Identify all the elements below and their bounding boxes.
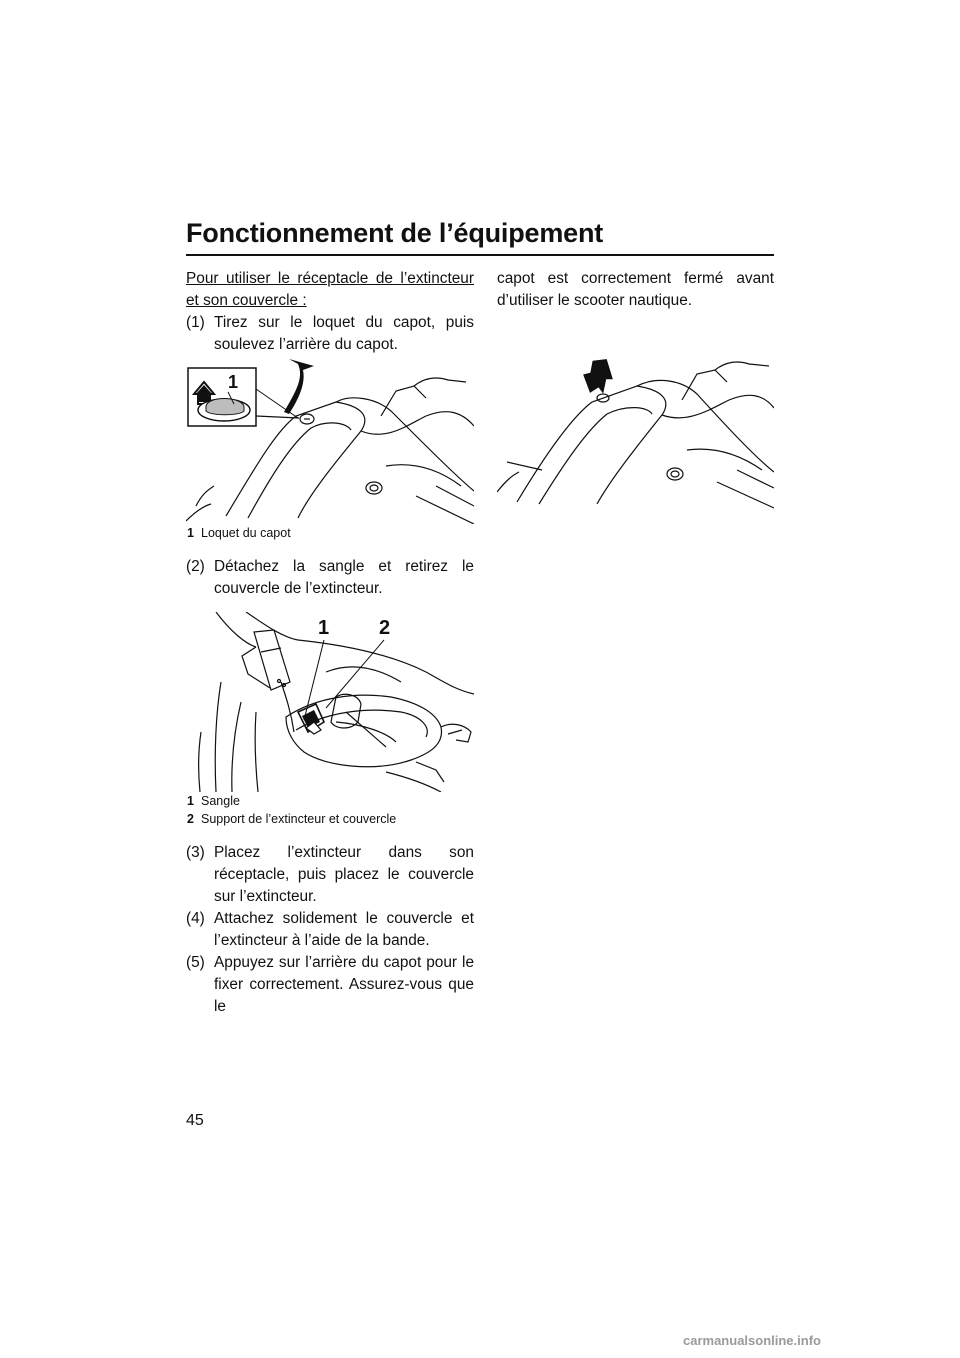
step-4 [186, 908, 474, 952]
step-5-text: Appuyez sur l’arrière du capot pour le fixer correctement. Assurez-vous que le [214, 954, 474, 1015]
step-5 [186, 952, 474, 1018]
watermark: carmanualsonline.info [683, 1333, 821, 1348]
title-rule [186, 254, 774, 256]
step-5-number: (5) [186, 954, 205, 971]
step-2 [186, 556, 474, 600]
right-column [497, 268, 774, 510]
page-title: Fonctionnement de l’équipement [186, 218, 604, 248]
step-4-text: Attachez solidement le couvercle et l’extincteur à l’aide de la bande. [214, 910, 474, 949]
left-column [186, 268, 474, 1018]
step-4-number: (4) [186, 910, 205, 927]
step-3-number: (3) [186, 844, 205, 861]
figure-extinguisher-compartment [186, 612, 474, 792]
figure2-caption-2-number: 2 [187, 812, 194, 826]
step-5-continuation: capot est correctement fermé avant d’utiliser le scooter nautique. [497, 270, 774, 309]
figure-hood-press [497, 342, 774, 510]
page-number: 45 [186, 1112, 204, 1129]
figure2-caption-2-text: Support de l’extincteur et couvercle [201, 812, 397, 826]
figure2-caption-1 [186, 792, 474, 810]
figure1-caption-text: Loquet du capot [201, 526, 291, 540]
figure2-callout-1: 1 [318, 617, 330, 639]
figure2-caption-1-number: 1 [187, 794, 194, 808]
step-2-number: (2) [186, 558, 205, 575]
step-2-text: Détachez la sangle et retirez le couvercle de l’extincteur. [214, 558, 474, 597]
figure1-caption [186, 524, 474, 542]
step-1-number: (1) [186, 314, 205, 331]
step-1 [186, 312, 474, 356]
figure1-caption-number: 1 [187, 526, 194, 540]
section-heading: Pour utiliser le réceptacle de l’extincteur et son couvercle : [186, 270, 474, 309]
figure1-callout: 1 [228, 372, 239, 392]
figure2-callout-2: 2 [379, 617, 391, 639]
figure2-caption-1-text: Sangle [201, 794, 240, 808]
figure-hood-latch [186, 356, 474, 524]
step-3 [186, 842, 474, 908]
step-3-text: Placez l’extincteur dans son réceptacle, puis placez le couvercle sur l’extincteur. [214, 844, 474, 905]
step-1-text: Tirez sur le loquet du capot, puis soulevez l’arrière du capot. [214, 314, 474, 353]
figure2-caption-2 [186, 810, 474, 828]
